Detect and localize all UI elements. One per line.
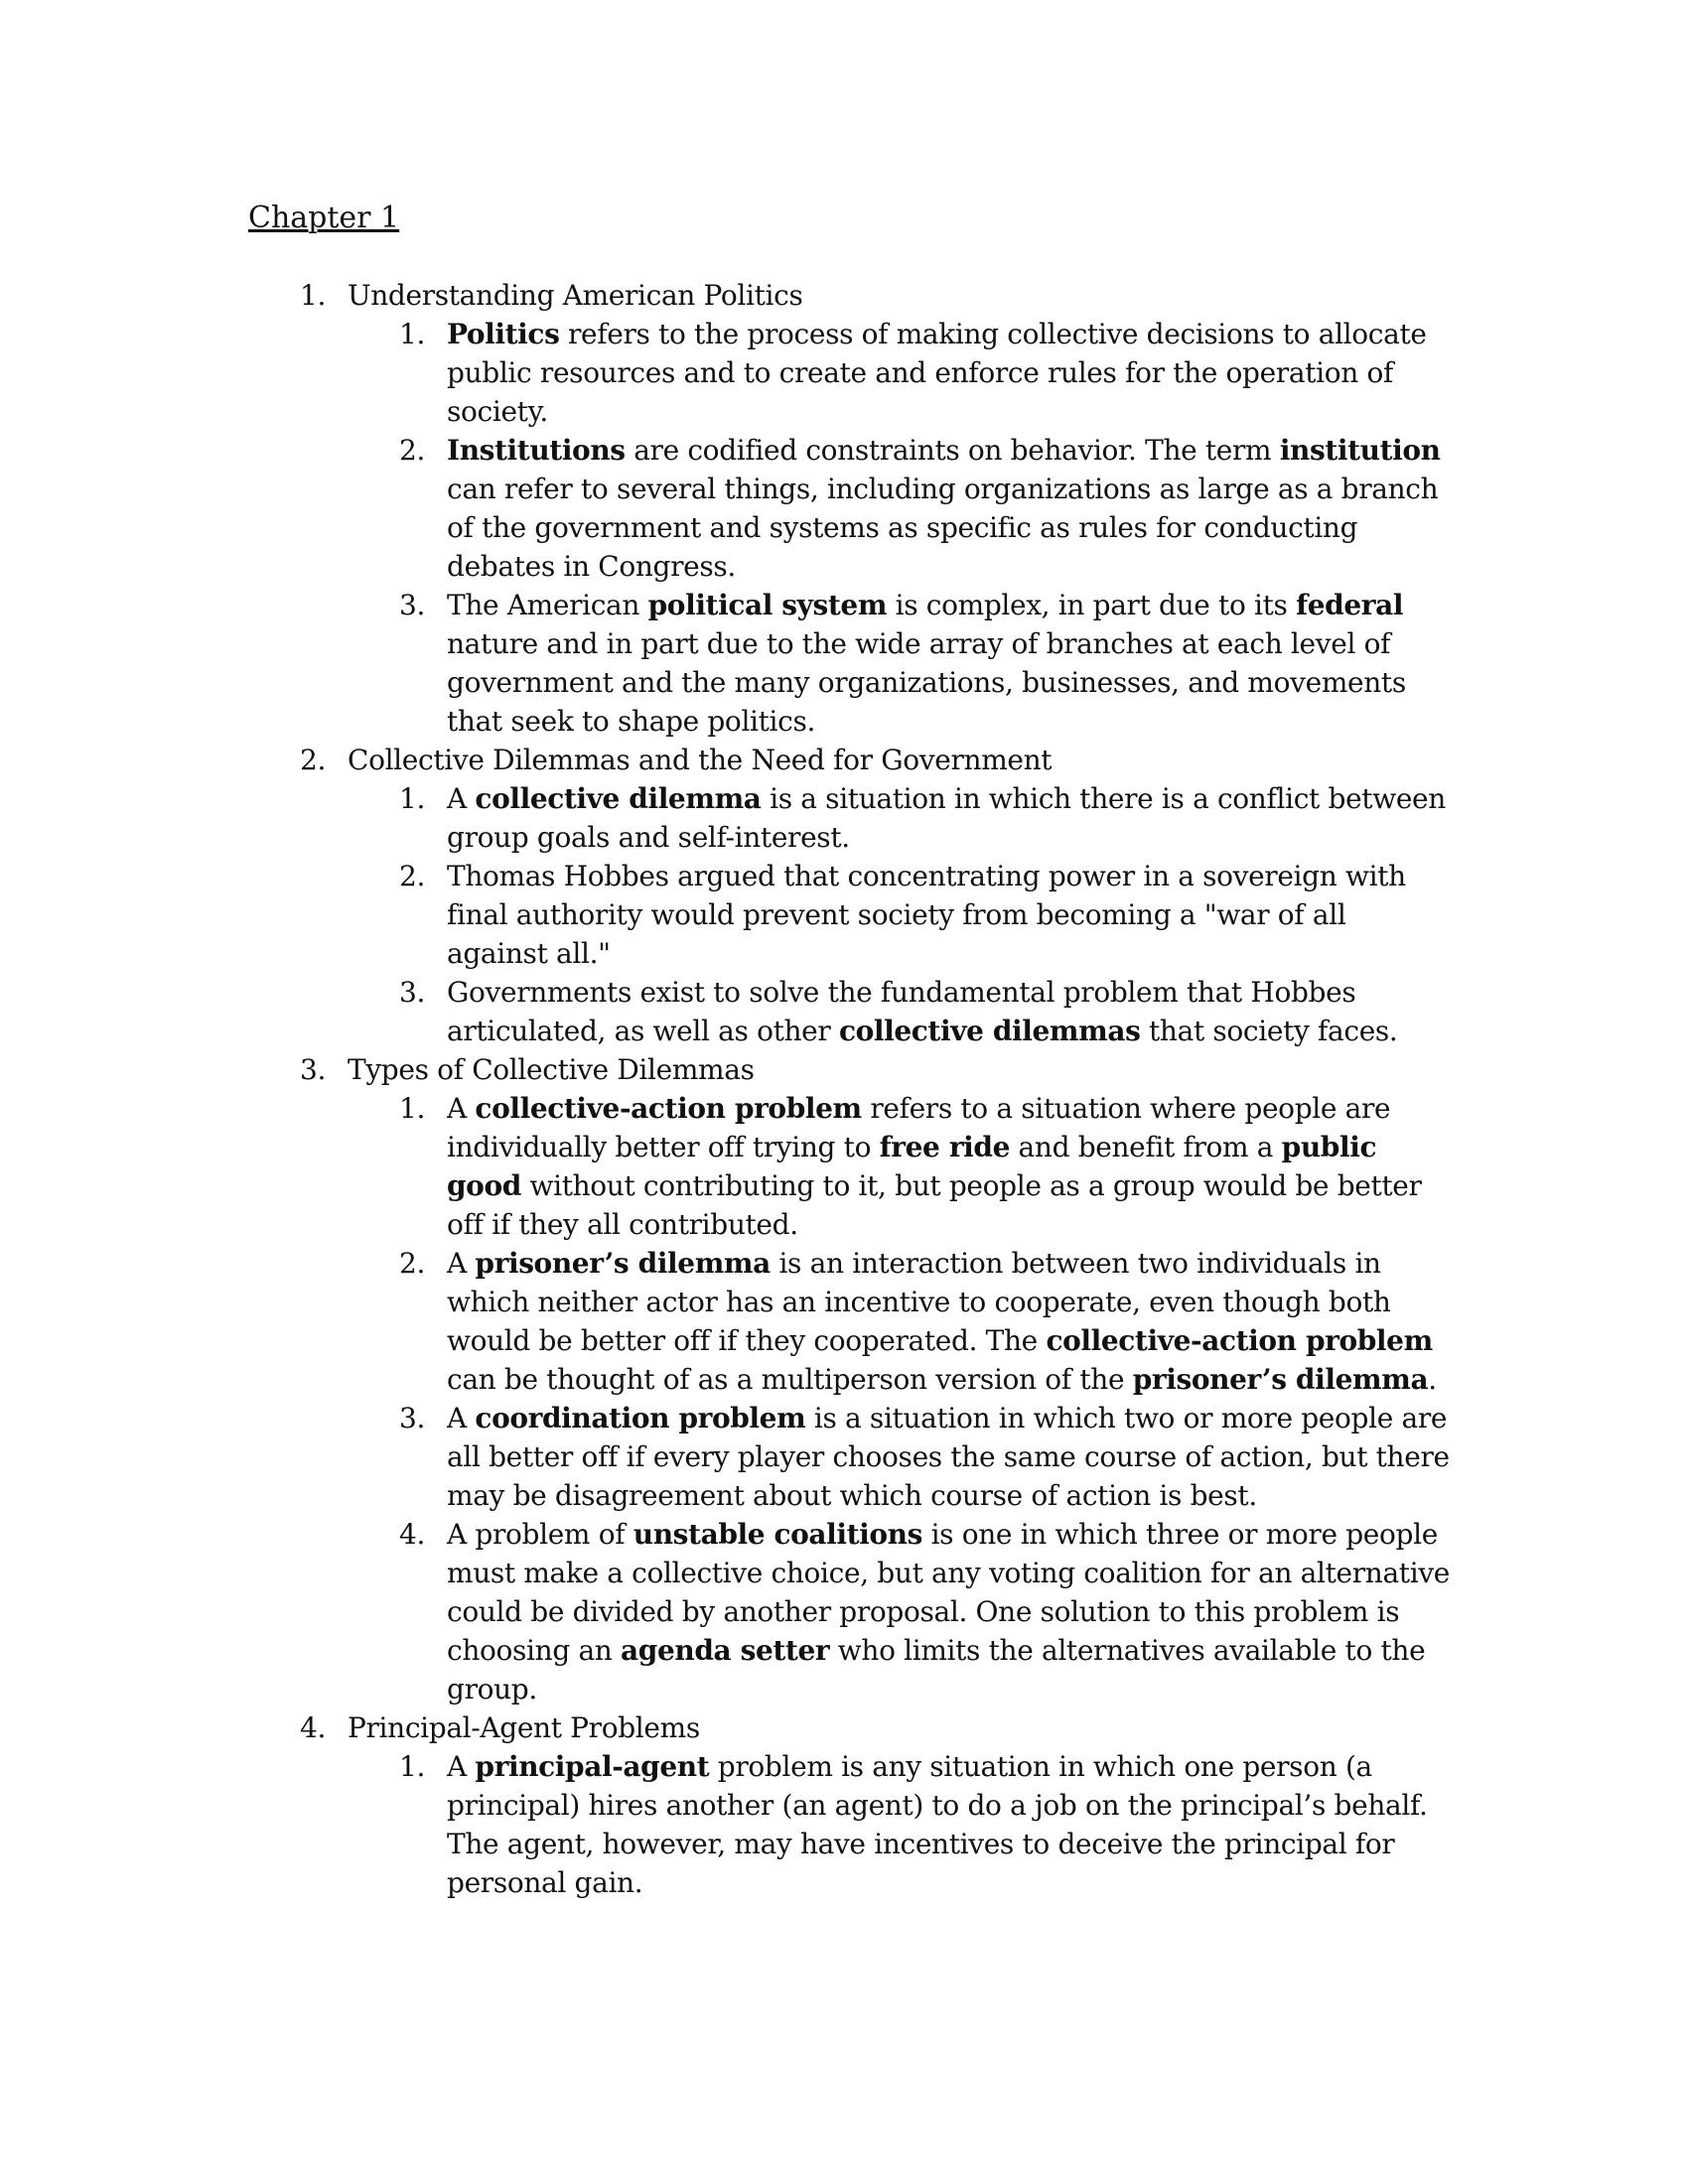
section-title: Principal-Agent Problems [348, 1711, 700, 1744]
text-run: A problem of [447, 1518, 633, 1551]
key-term: political system [647, 589, 888, 621]
text-run: A [447, 1402, 476, 1434]
text-run: is a situation in which there is a conflict between group goals and self-interest. [447, 782, 1446, 854]
outline-list [248, 276, 1450, 1902]
item-text [447, 1747, 1450, 1902]
section-item [248, 276, 1450, 741]
key-term: collective dilemmas [838, 1015, 1141, 1047]
key-term: prisoner’s dilemma [1132, 1363, 1429, 1396]
text-run: is an interaction between two individuals in which neither actor has an incentive to cooperate, even though both would be better off if they cooperated. The [447, 1247, 1391, 1357]
item-text [447, 431, 1450, 586]
list-item [348, 1399, 1450, 1515]
item-text [447, 857, 1450, 973]
key-term: free ride [879, 1131, 1010, 1163]
item-number: 1. [398, 1750, 425, 1783]
list-item [348, 779, 1450, 857]
text-run: and benefit from a [1010, 1131, 1282, 1163]
item-number: 1. [398, 318, 425, 350]
item-text [447, 586, 1450, 741]
text-run: is complex, in part due to its [887, 589, 1297, 621]
key-term: agenda setter [621, 1634, 830, 1667]
text-run: are codified constraints on behavior. The term [625, 434, 1280, 467]
section-title: Collective Dilemmas and the Need for Government [348, 744, 1053, 776]
list-item [348, 431, 1450, 586]
section-number: 2. [299, 744, 326, 776]
key-term: public good [447, 1131, 1377, 1202]
text-run: problem is any situation in which one person (a principal) hires another (an agent) to do a job on the principal’s behalf. The agent, however, may have incentives to deceive the principal for personal gain. [447, 1750, 1428, 1899]
item-text [447, 1244, 1450, 1399]
item-number: 3. [398, 976, 425, 1009]
item-text [447, 1399, 1450, 1515]
text-run: A [447, 1750, 476, 1783]
key-term: prisoner’s dilemma [475, 1247, 771, 1280]
text-run: is a situation in which two or more people are all better off if every player chooses the same course of action, but there may be disagreement about which course of action is best. [447, 1402, 1450, 1512]
section-item [248, 1708, 1450, 1902]
text-run: can be thought of as a multiperson version of the [447, 1363, 1133, 1396]
key-term: collective-action problem [1046, 1324, 1433, 1357]
text-run: A [447, 782, 476, 815]
item-number: 3. [398, 589, 425, 621]
section-number: 1. [299, 279, 326, 312]
list-item [348, 973, 1450, 1050]
text-run: nature and in part due to the wide array of branches at each level of government and the many organizations, businesses, and movements that seek to shape politics. [447, 627, 1406, 738]
key-term: collective-action problem [475, 1092, 862, 1125]
sub-list [348, 779, 1450, 1050]
item-number: 1. [398, 1092, 425, 1125]
sub-list [348, 315, 1450, 741]
list-item [348, 1244, 1450, 1399]
item-number: 3. [398, 1402, 425, 1434]
list-item [348, 857, 1450, 973]
text-run: without contributing to it, but people as a group would be better off if they all contributed. [447, 1169, 1422, 1241]
item-text [447, 779, 1450, 857]
text-run: Thomas Hobbes argued that concentrating power in a sovereign with final authority would prevent society from becoming a "war of all against all." [447, 860, 1406, 970]
text-run: . [1428, 1363, 1437, 1396]
item-text [447, 1515, 1450, 1708]
text-run: who limits the alternatives available to the group. [447, 1634, 1426, 1706]
key-term: Institutions [447, 434, 626, 467]
item-text [447, 315, 1450, 431]
item-number: 2. [398, 1247, 425, 1280]
text-run: A [447, 1092, 476, 1125]
section-item [248, 1050, 1450, 1708]
chapter-title: Chapter 1 [248, 201, 400, 235]
key-term: Politics [447, 318, 560, 350]
key-term: collective dilemma [475, 782, 762, 815]
sub-list [348, 1747, 1450, 1902]
text-run: refers to the process of making collective decisions to allocate public resources and to create and enforce rules for the operation of society. [447, 318, 1427, 428]
section-title: Types of Collective Dilemmas [348, 1053, 755, 1086]
list-item [348, 1747, 1450, 1902]
text-run: that society faces. [1140, 1015, 1398, 1047]
section-item [248, 741, 1450, 1050]
section-number: 3. [299, 1053, 326, 1086]
text-run: The American [447, 589, 648, 621]
section-title: Understanding American Politics [348, 279, 803, 312]
list-item [348, 1515, 1450, 1708]
item-text [447, 973, 1450, 1050]
item-number: 1. [398, 782, 425, 815]
list-item [348, 586, 1450, 741]
sub-list [348, 1089, 1450, 1708]
text-run: is one in which three or more people must make a collective choice, but any voting coalition for an alternative could be divided by another proposal. One solution to this problem is choosing an [447, 1518, 1451, 1667]
text-run: refers to a situation where people are individually better off trying to [447, 1092, 1391, 1163]
key-term: institution [1279, 434, 1441, 467]
list-item [348, 315, 1450, 431]
text-run: can refer to several things, including organizations as large as a branch of the government and systems as specific as rules for conducting debates in Congress. [447, 473, 1439, 583]
list-item [348, 1089, 1450, 1244]
section-number: 4. [299, 1711, 326, 1744]
item-number: 2. [398, 860, 425, 892]
item-number: 4. [398, 1518, 425, 1551]
item-text [447, 1089, 1450, 1244]
key-term: federal [1296, 589, 1404, 621]
text-run: A [447, 1247, 476, 1280]
key-term: unstable coalitions [633, 1518, 923, 1551]
text-run: Governments exist to solve the fundamental problem that Hobbes articulated, as well as other [447, 976, 1356, 1047]
item-number: 2. [398, 434, 425, 467]
key-term: coordination problem [475, 1402, 806, 1434]
key-term: principal-agent [475, 1750, 710, 1783]
